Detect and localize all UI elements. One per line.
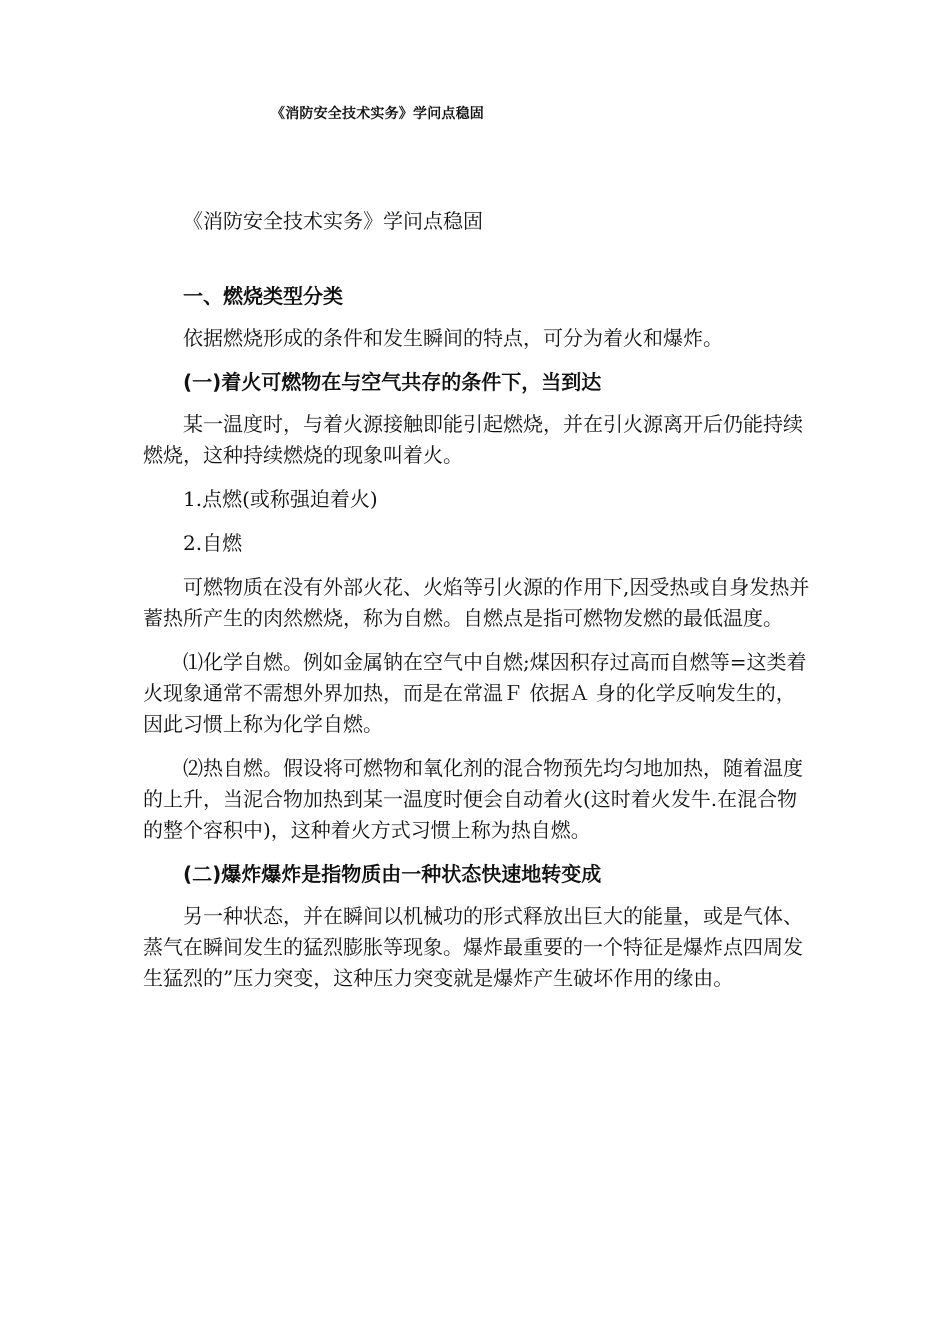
list-item-autoignition: 2.自燃 — [183, 531, 243, 555]
document-body — [143, 205, 811, 1007]
thermal-autoignition-paragraph: ⑵热自燃。假设将可燃物和氧化剂的混合物预先均匀地加热，随着温度的上升，当泥合物加热到某一温度时便会自动着火(这时着火发牛.在混合物的整个容积中)，这种着火方式习惯上称为热自燃。 — [143, 756, 803, 842]
autoignition-paragraph: 可燃物质在没有外部火花、火焰等引火源的作用下,因受热或自身发热并蓄热所产生的肉然燃烧，称为自燃。自燃点是指可燃物发燃的最低温度。 — [143, 575, 810, 630]
running-header: 《消防安全技术实务》学问点稳固 — [271, 106, 484, 122]
document-title: 《消防安全技术实务》学问点稳固 — [183, 209, 483, 233]
chemical-autoignition-paragraph: ⑴化学自燃。例如金属钠在空气中自燃;煤因积存过高而自燃等=这类着火现象通常不需想外界加热，而是在常温Ｆ 依据Ａ 身的化学反响发生的，因此习惯上称为化学自燃。 — [143, 650, 807, 736]
explosion-paragraph: 另一种状态，并在瞬间以机械功的形式释放出巨大的能量，或是气体、蒸气在瞬间发生的猛烈膨胀等现象。爆炸最重要的一个特征是爆炸点四周发生猛烈的”压力突变，这种压力突变就是爆炸产生破坏作用的缘由。 — [143, 904, 803, 990]
list-item-forced-ignition: 1.点燃(或称强迫着火) — [183, 487, 378, 511]
subsection-heading-explosion: (二)爆炸爆炸是指物质由一种状态快速地转变成 — [183, 862, 602, 886]
subsection-heading-ignition: (一)着火可燃物在与空气共存的条件下，当到达 — [183, 370, 602, 394]
ignition-paragraph: 某一温度时，与着火源接触即能引起燃烧，并在引火源离开后仍能持续燃烧，这种持续燃烧的现象叫着火。 — [143, 412, 803, 467]
section-intro-paragraph: 依据燃烧形成的条件和发生瞬间的特点，可分为着火和爆炸。 — [183, 326, 723, 350]
section-heading-combustion-types: 一、燃烧类型分类 — [183, 284, 343, 308]
